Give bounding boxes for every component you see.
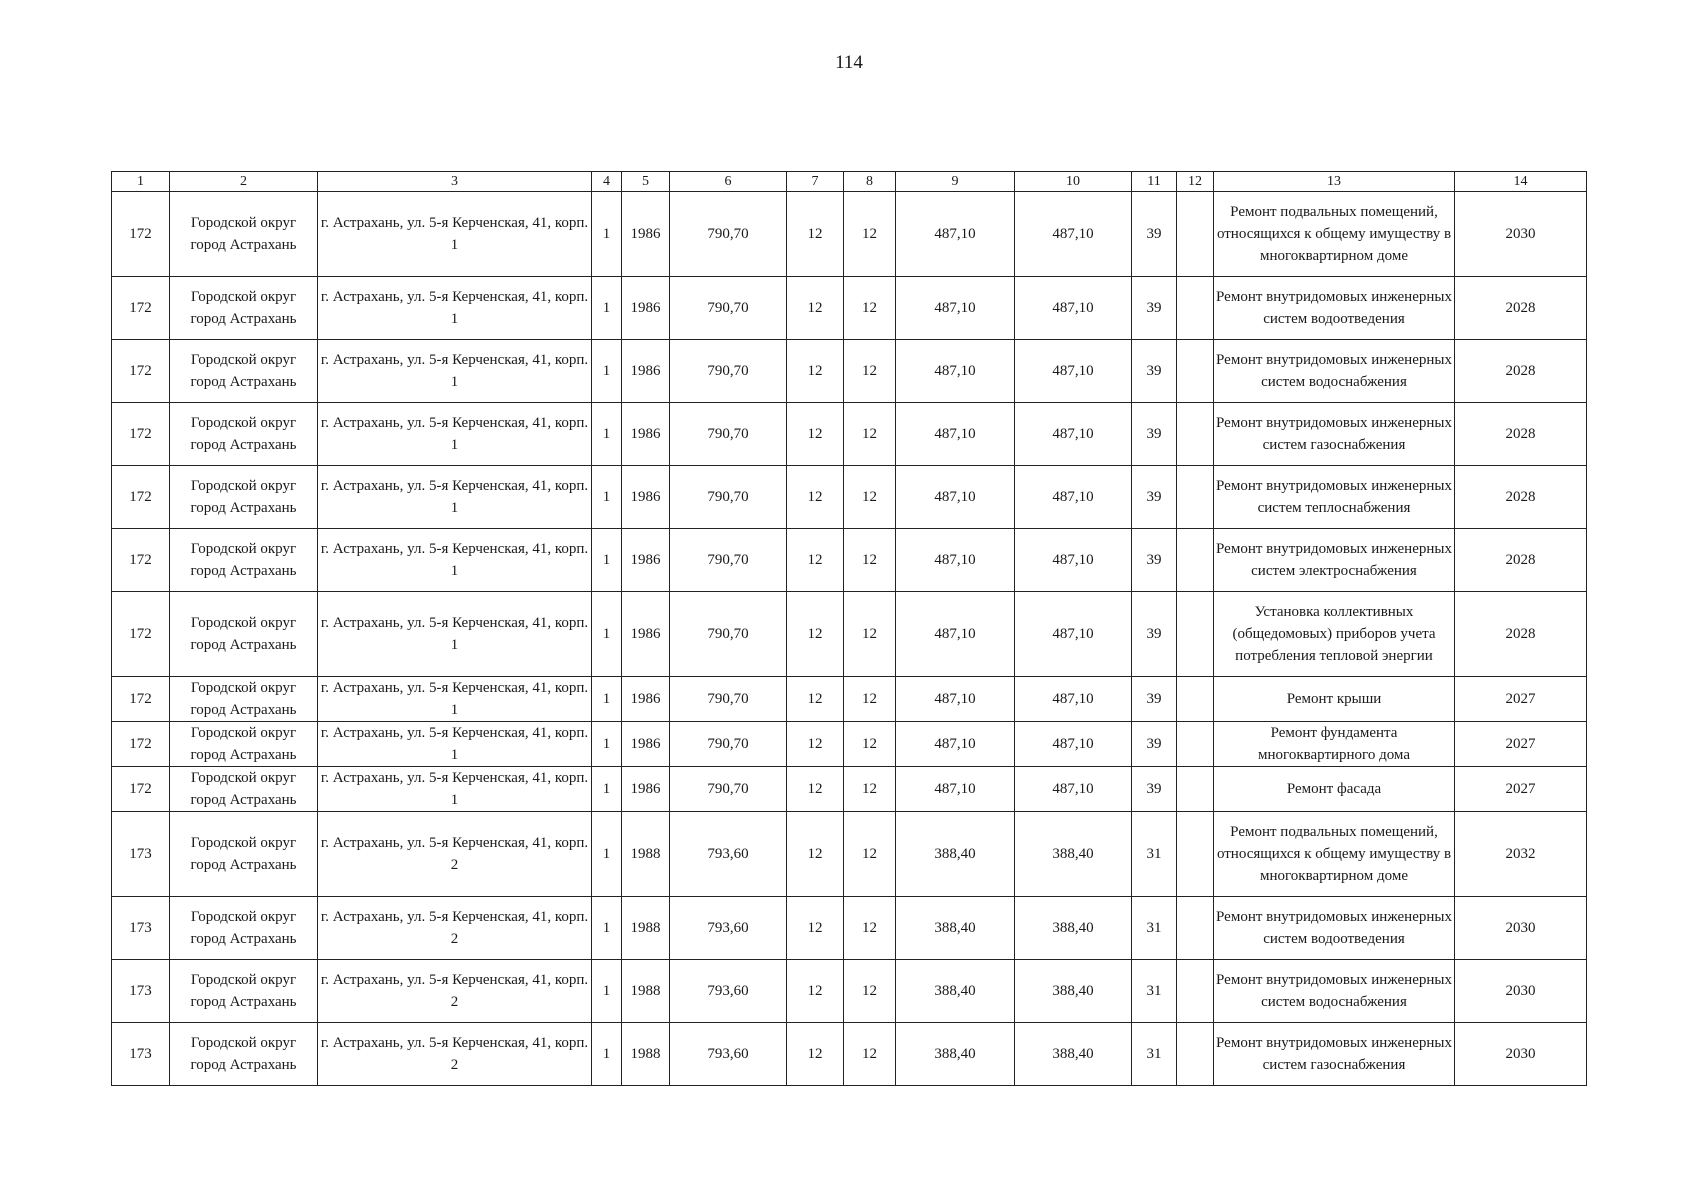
- cell-col-12: [1177, 677, 1214, 722]
- cell-col-11: 39: [1132, 722, 1177, 767]
- address-cell: г. Астрахань, ул. 5-я Керченская, 41, корп. 2: [318, 897, 592, 960]
- row-number: 172: [112, 192, 170, 277]
- year-cell: 1988: [622, 812, 670, 897]
- planned-year-cell: 2028: [1455, 277, 1587, 340]
- cell-col-10: 388,40: [1015, 1023, 1132, 1086]
- cell-col-11: 31: [1132, 897, 1177, 960]
- cell-col-12: [1177, 960, 1214, 1023]
- column-header-11: 11: [1132, 172, 1177, 192]
- cell-col-11: 39: [1132, 767, 1177, 812]
- table-row: [112, 960, 1587, 1023]
- cell-col-4: 1: [592, 466, 622, 529]
- column-header-12: 12: [1177, 172, 1214, 192]
- planned-year-cell: 2030: [1455, 1023, 1587, 1086]
- cell-col-4: 1: [592, 192, 622, 277]
- column-header-5: 5: [622, 172, 670, 192]
- address-cell: г. Астрахань, ул. 5-я Керченская, 41, корп. 1: [318, 722, 592, 767]
- cell-col-10: 487,10: [1015, 767, 1132, 812]
- cell-col-12: [1177, 767, 1214, 812]
- planned-year-cell: 2032: [1455, 812, 1587, 897]
- year-cell: 1988: [622, 1023, 670, 1086]
- cell-col-10: 487,10: [1015, 722, 1132, 767]
- cell-col-4: 1: [592, 897, 622, 960]
- cell-col-6: 793,60: [670, 1023, 787, 1086]
- cell-col-4: 1: [592, 767, 622, 812]
- cell-col-8: 12: [844, 960, 896, 1023]
- cell-col-7: 12: [787, 960, 844, 1023]
- cell-col-10: 388,40: [1015, 897, 1132, 960]
- cell-col-8: 12: [844, 812, 896, 897]
- planned-year-cell: 2027: [1455, 677, 1587, 722]
- cell-col-12: [1177, 403, 1214, 466]
- cell-col-11: 39: [1132, 192, 1177, 277]
- table-row: [112, 340, 1587, 403]
- row-number: 172: [112, 466, 170, 529]
- row-number: 173: [112, 960, 170, 1023]
- work-type-cell: Ремонт подвальных помещений, относящихся к общему имуществу в многоквартирном доме: [1214, 192, 1455, 277]
- year-cell: 1986: [622, 592, 670, 677]
- cell-col-10: 487,10: [1015, 277, 1132, 340]
- cell-col-6: 793,60: [670, 812, 787, 897]
- cell-col-9: 388,40: [896, 897, 1015, 960]
- cell-col-4: 1: [592, 722, 622, 767]
- address-cell: г. Астрахань, ул. 5-я Керченская, 41, корп. 2: [318, 960, 592, 1023]
- municipality-cell: Городской округ город Астрахань: [170, 529, 318, 592]
- address-cell: г. Астрахань, ул. 5-я Керченская, 41, корп. 2: [318, 1023, 592, 1086]
- municipality-cell: Городской округ город Астрахань: [170, 722, 318, 767]
- table-row: [112, 1023, 1587, 1086]
- year-cell: 1986: [622, 277, 670, 340]
- capital-repair-table: [111, 171, 1587, 1086]
- address-cell: г. Астрахань, ул. 5-я Керченская, 41, корп. 1: [318, 277, 592, 340]
- cell-col-6: 790,70: [670, 277, 787, 340]
- cell-col-4: 1: [592, 812, 622, 897]
- cell-col-4: 1: [592, 277, 622, 340]
- municipality-cell: Городской округ город Астрахань: [170, 1023, 318, 1086]
- municipality-cell: Городской округ город Астрахань: [170, 192, 318, 277]
- row-number: 173: [112, 897, 170, 960]
- cell-col-12: [1177, 897, 1214, 960]
- cell-col-9: 487,10: [896, 592, 1015, 677]
- cell-col-7: 12: [787, 812, 844, 897]
- column-header-13: 13: [1214, 172, 1455, 192]
- year-cell: 1988: [622, 897, 670, 960]
- table-body: [112, 192, 1587, 1086]
- cell-col-4: 1: [592, 677, 622, 722]
- cell-col-8: 12: [844, 529, 896, 592]
- cell-col-4: 1: [592, 592, 622, 677]
- header-row: [112, 172, 1587, 192]
- work-type-cell: Ремонт внутридомовых инженерных систем водоотведения: [1214, 277, 1455, 340]
- address-cell: г. Астрахань, ул. 5-я Керченская, 41, корп. 1: [318, 466, 592, 529]
- cell-col-8: 12: [844, 677, 896, 722]
- row-number: 172: [112, 677, 170, 722]
- cell-col-4: 1: [592, 403, 622, 466]
- cell-col-7: 12: [787, 897, 844, 960]
- cell-col-10: 487,10: [1015, 192, 1132, 277]
- municipality-cell: Городской округ город Астрахань: [170, 403, 318, 466]
- work-type-cell: Ремонт внутридомовых инженерных систем водоотведения: [1214, 897, 1455, 960]
- cell-col-8: 12: [844, 1023, 896, 1086]
- cell-col-9: 487,10: [896, 722, 1015, 767]
- address-cell: г. Астрахань, ул. 5-я Керченская, 41, корп. 2: [318, 812, 592, 897]
- cell-col-10: 487,10: [1015, 340, 1132, 403]
- year-cell: 1986: [622, 767, 670, 812]
- municipality-cell: Городской округ город Астрахань: [170, 277, 318, 340]
- year-cell: 1986: [622, 192, 670, 277]
- cell-col-8: 12: [844, 466, 896, 529]
- cell-col-11: 39: [1132, 403, 1177, 466]
- work-type-cell: Ремонт подвальных помещений, относящихся к общему имуществу в многоквартирном доме: [1214, 812, 1455, 897]
- cell-col-9: 487,10: [896, 529, 1015, 592]
- planned-year-cell: 2027: [1455, 722, 1587, 767]
- cell-col-12: [1177, 812, 1214, 897]
- municipality-cell: Городской округ город Астрахань: [170, 592, 318, 677]
- cell-col-9: 487,10: [896, 767, 1015, 812]
- cell-col-12: [1177, 722, 1214, 767]
- address-cell: г. Астрахань, ул. 5-я Керченская, 41, корп. 1: [318, 592, 592, 677]
- cell-col-12: [1177, 466, 1214, 529]
- table-row: [112, 277, 1587, 340]
- work-type-cell: Ремонт внутридомовых инженерных систем газоснабжения: [1214, 403, 1455, 466]
- cell-col-12: [1177, 340, 1214, 403]
- table-row: [112, 466, 1587, 529]
- work-type-cell: Ремонт крыши: [1214, 677, 1455, 722]
- row-number: 173: [112, 1023, 170, 1086]
- cell-col-8: 12: [844, 592, 896, 677]
- planned-year-cell: 2028: [1455, 466, 1587, 529]
- work-type-cell: Ремонт внутридомовых инженерных систем водоснабжения: [1214, 960, 1455, 1023]
- table-row: [112, 812, 1587, 897]
- cell-col-12: [1177, 529, 1214, 592]
- cell-col-10: 388,40: [1015, 812, 1132, 897]
- address-cell: г. Астрахань, ул. 5-я Керченская, 41, корп. 1: [318, 192, 592, 277]
- municipality-cell: Городской округ город Астрахань: [170, 677, 318, 722]
- cell-col-6: 793,60: [670, 897, 787, 960]
- planned-year-cell: 2030: [1455, 897, 1587, 960]
- cell-col-8: 12: [844, 722, 896, 767]
- cell-col-9: 388,40: [896, 960, 1015, 1023]
- cell-col-7: 12: [787, 677, 844, 722]
- planned-year-cell: 2030: [1455, 192, 1587, 277]
- cell-col-6: 790,70: [670, 677, 787, 722]
- cell-col-11: 39: [1132, 466, 1177, 529]
- cell-col-7: 12: [787, 1023, 844, 1086]
- cell-col-10: 487,10: [1015, 592, 1132, 677]
- municipality-cell: Городской округ город Астрахань: [170, 812, 318, 897]
- cell-col-6: 790,70: [670, 340, 787, 403]
- table-row: [112, 192, 1587, 277]
- cell-col-11: 39: [1132, 529, 1177, 592]
- planned-year-cell: 2028: [1455, 529, 1587, 592]
- cell-col-9: 487,10: [896, 677, 1015, 722]
- cell-col-6: 790,70: [670, 192, 787, 277]
- planned-year-cell: 2030: [1455, 960, 1587, 1023]
- cell-col-4: 1: [592, 960, 622, 1023]
- municipality-cell: Городской округ город Астрахань: [170, 466, 318, 529]
- planned-year-cell: 2028: [1455, 340, 1587, 403]
- cell-col-4: 1: [592, 340, 622, 403]
- cell-col-10: 487,10: [1015, 403, 1132, 466]
- cell-col-7: 12: [787, 529, 844, 592]
- column-header-7: 7: [787, 172, 844, 192]
- work-type-cell: Ремонт фасада: [1214, 767, 1455, 812]
- work-type-cell: Ремонт внутридомовых инженерных систем газоснабжения: [1214, 1023, 1455, 1086]
- cell-col-12: [1177, 277, 1214, 340]
- column-header-2: 2: [170, 172, 318, 192]
- row-number: 172: [112, 340, 170, 403]
- planned-year-cell: 2028: [1455, 592, 1587, 677]
- cell-col-6: 790,70: [670, 592, 787, 677]
- cell-col-9: 487,10: [896, 192, 1015, 277]
- address-cell: г. Астрахань, ул. 5-я Керченская, 41, корп. 1: [318, 340, 592, 403]
- cell-col-11: 39: [1132, 677, 1177, 722]
- cell-col-11: 31: [1132, 960, 1177, 1023]
- table-row: [112, 592, 1587, 677]
- column-header-3: 3: [318, 172, 592, 192]
- planned-year-cell: 2027: [1455, 767, 1587, 812]
- year-cell: 1986: [622, 466, 670, 529]
- cell-col-6: 790,70: [670, 466, 787, 529]
- cell-col-7: 12: [787, 340, 844, 403]
- cell-col-4: 1: [592, 529, 622, 592]
- cell-col-8: 12: [844, 767, 896, 812]
- row-number: 173: [112, 812, 170, 897]
- cell-col-11: 39: [1132, 592, 1177, 677]
- cell-col-6: 790,70: [670, 403, 787, 466]
- column-header-10: 10: [1015, 172, 1132, 192]
- row-number: 172: [112, 592, 170, 677]
- address-cell: г. Астрахань, ул. 5-я Керченская, 41, корп. 1: [318, 677, 592, 722]
- year-cell: 1988: [622, 960, 670, 1023]
- cell-col-11: 39: [1132, 340, 1177, 403]
- row-number: 172: [112, 529, 170, 592]
- planned-year-cell: 2028: [1455, 403, 1587, 466]
- work-type-cell: Ремонт внутридомовых инженерных систем водоснабжения: [1214, 340, 1455, 403]
- cell-col-6: 793,60: [670, 960, 787, 1023]
- work-type-cell: Ремонт внутридомовых инженерных систем электроснабжения: [1214, 529, 1455, 592]
- cell-col-11: 31: [1132, 812, 1177, 897]
- row-number: 172: [112, 767, 170, 812]
- year-cell: 1986: [622, 403, 670, 466]
- cell-col-9: 487,10: [896, 277, 1015, 340]
- column-header-14: 14: [1455, 172, 1587, 192]
- address-cell: г. Астрахань, ул. 5-я Керченская, 41, корп. 1: [318, 403, 592, 466]
- column-header-8: 8: [844, 172, 896, 192]
- table-row: [112, 722, 1587, 767]
- table-row: [112, 403, 1587, 466]
- cell-col-12: [1177, 1023, 1214, 1086]
- table-row: [112, 897, 1587, 960]
- cell-col-9: 487,10: [896, 340, 1015, 403]
- cell-col-7: 12: [787, 592, 844, 677]
- cell-col-9: 487,10: [896, 466, 1015, 529]
- municipality-cell: Городской округ город Астрахань: [170, 960, 318, 1023]
- year-cell: 1986: [622, 529, 670, 592]
- cell-col-8: 12: [844, 340, 896, 403]
- cell-col-7: 12: [787, 277, 844, 340]
- cell-col-8: 12: [844, 277, 896, 340]
- cell-col-4: 1: [592, 1023, 622, 1086]
- table-row: [112, 767, 1587, 812]
- cell-col-7: 12: [787, 767, 844, 812]
- cell-col-6: 790,70: [670, 529, 787, 592]
- municipality-cell: Городской округ город Астрахань: [170, 340, 318, 403]
- cell-col-7: 12: [787, 403, 844, 466]
- cell-col-9: 388,40: [896, 812, 1015, 897]
- page-number: 114: [835, 52, 863, 73]
- cell-col-10: 487,10: [1015, 529, 1132, 592]
- work-type-cell: Ремонт внутридомовых инженерных систем теплоснабжения: [1214, 466, 1455, 529]
- cell-col-6: 790,70: [670, 722, 787, 767]
- cell-col-7: 12: [787, 466, 844, 529]
- cell-col-10: 388,40: [1015, 960, 1132, 1023]
- municipality-cell: Городской округ город Астрахань: [170, 897, 318, 960]
- cell-col-8: 12: [844, 897, 896, 960]
- municipality-cell: Городской округ город Астрахань: [170, 767, 318, 812]
- row-number: 172: [112, 722, 170, 767]
- year-cell: 1986: [622, 722, 670, 767]
- cell-col-10: 487,10: [1015, 677, 1132, 722]
- address-cell: г. Астрахань, ул. 5-я Керченская, 41, корп. 1: [318, 529, 592, 592]
- year-cell: 1986: [622, 340, 670, 403]
- cell-col-11: 31: [1132, 1023, 1177, 1086]
- cell-col-9: 487,10: [896, 403, 1015, 466]
- cell-col-12: [1177, 192, 1214, 277]
- work-type-cell: Ремонт фундамента многоквартирного дома: [1214, 722, 1455, 767]
- column-header-4: 4: [592, 172, 622, 192]
- column-header-1: 1: [112, 172, 170, 192]
- cell-col-8: 12: [844, 403, 896, 466]
- table-row: [112, 677, 1587, 722]
- table-row: [112, 529, 1587, 592]
- work-type-cell: Установка коллективных (общедомовых) приборов учета потребления тепловой энергии: [1214, 592, 1455, 677]
- cell-col-7: 12: [787, 722, 844, 767]
- column-header-6: 6: [670, 172, 787, 192]
- address-cell: г. Астрахань, ул. 5-я Керченская, 41, корп. 1: [318, 767, 592, 812]
- cell-col-11: 39: [1132, 277, 1177, 340]
- cell-col-6: 790,70: [670, 767, 787, 812]
- cell-col-9: 388,40: [896, 1023, 1015, 1086]
- table-header: [112, 172, 1587, 192]
- cell-col-12: [1177, 592, 1214, 677]
- cell-col-7: 12: [787, 192, 844, 277]
- column-header-9: 9: [896, 172, 1015, 192]
- year-cell: 1986: [622, 677, 670, 722]
- row-number: 172: [112, 277, 170, 340]
- cell-col-10: 487,10: [1015, 466, 1132, 529]
- row-number: 172: [112, 403, 170, 466]
- cell-col-8: 12: [844, 192, 896, 277]
